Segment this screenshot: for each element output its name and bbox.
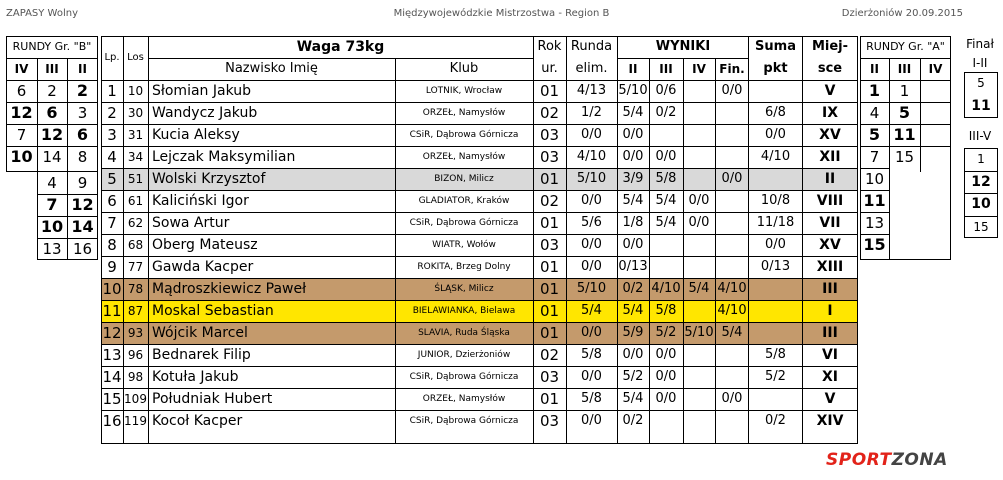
group-a-iii-cell: 15 (894, 148, 915, 166)
birth-year: 02 (539, 192, 560, 210)
birth-year: 03 (539, 412, 560, 430)
group-b-iv-cell: 10 (10, 147, 33, 166)
final-result: 0/0 (721, 171, 743, 186)
birth-year: 01 (539, 214, 560, 232)
final-result: 4/10 (717, 303, 747, 318)
elim-result: 5/10 (576, 281, 607, 296)
round-iii-result: 5/4 (655, 193, 677, 208)
round-ii-result: 0/2 (622, 413, 644, 428)
group-b-iv-cell: 7 (16, 126, 27, 144)
place-roman: I (827, 303, 833, 319)
final-result: 4/10 (717, 281, 747, 296)
group-b-iii-cell: 4 (47, 174, 57, 192)
group-b-ii-cell: 2 (76, 81, 89, 100)
group-b-iv-cell: 12 (10, 103, 33, 122)
elim-result: 4/13 (576, 83, 607, 98)
round-iv-header: IV (692, 62, 706, 76)
round-ii-result: 0/13 (618, 259, 648, 274)
place-roman: II (824, 171, 836, 187)
birth-year: 02 (539, 104, 560, 122)
place-roman: V (824, 83, 836, 99)
row-number: 2 (107, 104, 117, 122)
points-total: 0/2 (765, 413, 786, 428)
group-b-iii-cell: 10 (40, 217, 64, 236)
group-a-ii-cell: 10 (864, 170, 885, 188)
group-a-ii-cell: 11 (863, 191, 886, 210)
place-header-2: sce (817, 61, 843, 76)
final-iii-v-label: III-V (968, 129, 992, 143)
weight-class: Waga 73kg (296, 39, 385, 55)
points-total: 0/0 (765, 237, 786, 252)
birth-year: 03 (539, 368, 560, 386)
group-a-ii-cell: 15 (863, 235, 886, 254)
athlete-name: Moskal Sebastian (152, 303, 274, 319)
place-roman: XII (819, 149, 841, 165)
group-b-header-ii: II (78, 62, 87, 76)
elim-result: 0/0 (581, 369, 602, 384)
round-iii-result: 0/0 (655, 369, 677, 384)
athlete-name: Mądroszkiewicz Paweł (152, 281, 307, 297)
athlete-name: Kucia Aleksy (152, 127, 240, 143)
elim-header-1: Runda (570, 39, 613, 54)
club-name: ORZEŁ, Namysłów (422, 108, 506, 118)
group-b-ii-cell: 6 (76, 125, 89, 144)
round-iv-result: 0/0 (688, 215, 710, 230)
athlete-name: Kaliciński Igor (152, 193, 249, 209)
elim-result: 0/0 (581, 413, 602, 428)
group-b-ii-cell: 16 (72, 240, 93, 258)
round-iii-result: 5/8 (655, 303, 677, 318)
birth-year: 01 (539, 280, 560, 298)
elim-result: 0/0 (581, 237, 602, 252)
round-ii-result: 5/2 (622, 369, 644, 384)
round-iii-result: 5/8 (655, 171, 677, 186)
round-ii-result: 5/4 (622, 391, 644, 406)
draw-number: 30 (127, 106, 144, 120)
place-roman: III (822, 281, 838, 297)
group-b-iii-cell: 2 (47, 82, 57, 100)
elim-result: 5/10 (576, 171, 607, 186)
elim-result: 0/0 (581, 193, 602, 208)
row-number: 16 (102, 412, 122, 430)
elim-result: 5/8 (581, 347, 602, 362)
birth-year: 01 (539, 302, 560, 320)
group-b-ii-cell: 9 (77, 174, 88, 192)
draw-number: 68 (127, 238, 144, 252)
round-ii-result: 5/4 (622, 303, 644, 318)
place-roman: XV (819, 127, 841, 143)
points-total: 11/18 (756, 215, 795, 230)
final-iii-v-value: 1 (977, 152, 985, 166)
elim-result: 0/0 (581, 325, 602, 340)
group-a-ii-cell: 7 (869, 148, 880, 166)
round-ii-result: 5/10 (618, 83, 648, 98)
place-roman: XIII (816, 259, 844, 275)
round-iv-result: 5/4 (688, 281, 710, 296)
group-a-ii-cell: 4 (869, 104, 880, 122)
athlete-name: Bednarek Filip (152, 347, 251, 363)
club-name: BIZON, Milicz (434, 174, 494, 184)
elim-result: 1/2 (581, 105, 602, 120)
name-header: Nazwisko Imię (225, 61, 318, 76)
points-total: 5/8 (765, 347, 786, 362)
round-ii-header: II (628, 62, 638, 76)
athlete-name: Oberg Mateusz (152, 237, 258, 253)
row-number: 8 (107, 236, 117, 254)
draw-number: 10 (127, 84, 144, 98)
group-b-ii-cell: 8 (77, 148, 88, 166)
row-number: 7 (107, 214, 117, 232)
club-name: SLAVIA, Ruda Śląska (418, 328, 510, 338)
athlete-name: Wójcik Marcel (152, 325, 248, 341)
club-name: ORZEŁ, Namysłów (422, 394, 506, 404)
place-roman: XV (819, 237, 841, 253)
group-b-iii-cell: 13 (42, 240, 62, 258)
place-roman: XIV (816, 413, 844, 429)
birth-year: 02 (539, 346, 560, 364)
group-b-iv-cell: 6 (16, 82, 27, 100)
draw-number: 87 (127, 304, 144, 318)
year-header-2: ur. (541, 61, 558, 76)
draw-number: 98 (127, 370, 144, 384)
group-a-ii-cell: 1 (868, 81, 881, 100)
round-iii-result: 0/6 (655, 83, 677, 98)
group-a-ii-cell: 5 (868, 125, 881, 144)
round-ii-result: 0/0 (622, 347, 644, 362)
round-iii-result: 5/2 (655, 325, 677, 340)
club-name: CSiR, Dąbrowa Górnicza (409, 372, 519, 382)
final-i-ii-value-1: 5 (977, 76, 985, 90)
group-b-ii-cell: 14 (71, 217, 94, 236)
club-name: WIATR, Wołów (432, 240, 496, 250)
group-b-title: RUNDY Gr. "B" (12, 40, 92, 53)
draw-number: 119 (124, 414, 147, 428)
row-number: 1 (107, 82, 117, 100)
group-b-ii-cell: 12 (71, 195, 94, 214)
athlete-name: Południak Hubert (152, 391, 273, 407)
place-roman: VII (819, 215, 841, 231)
group-a-iii-cell: 5 (898, 103, 911, 122)
sportzona-logo: SPORTZONA (826, 450, 948, 470)
group-b-iii-cell: 7 (46, 195, 58, 214)
points-total: 0/13 (760, 259, 791, 274)
lp-header: Lp. (104, 52, 120, 63)
club-name: ROKITA, Brzeg Dolny (417, 262, 511, 272)
club-name: ORZEŁ, Namysłów (422, 152, 506, 162)
group-a-header-iv: IV (928, 62, 943, 76)
results-header: WYNIKI (655, 39, 711, 54)
group-b-header-iii: III (45, 62, 59, 76)
row-number: 5 (107, 170, 117, 188)
group-a-iii-cell: 11 (893, 125, 916, 144)
draw-number: 61 (127, 194, 144, 208)
birth-year: 01 (539, 82, 560, 100)
row-number: 4 (107, 148, 117, 166)
round-ii-result: 0/0 (622, 237, 644, 252)
elim-header-2: elim. (575, 61, 608, 76)
round-ii-result: 5/4 (622, 105, 644, 120)
birth-year: 01 (539, 170, 560, 188)
round-iii-result: 4/10 (651, 281, 681, 296)
round-iii-result: 0/0 (655, 149, 677, 164)
row-number: 12 (102, 324, 122, 342)
points-total: 5/2 (765, 369, 786, 384)
year-header-1: Rok (537, 39, 562, 54)
elim-result: 4/10 (576, 149, 607, 164)
elim-result: 5/8 (581, 391, 602, 406)
birth-year: 03 (539, 126, 560, 144)
place-roman: VI (821, 347, 839, 363)
round-ii-result: 1/8 (622, 215, 644, 230)
group-b-header-iv: IV (14, 62, 29, 76)
group-a-header-ii: II (870, 62, 879, 76)
athlete-name: Kocoł Kacper (152, 413, 243, 429)
row-number: 11 (102, 302, 122, 320)
round-ii-result: 5/4 (622, 193, 644, 208)
athlete-name: Gawda Kacper (152, 259, 254, 275)
round-iv-result: 5/10 (684, 325, 714, 340)
round-ii-result: 0/0 (622, 149, 644, 164)
draw-number: 109 (124, 392, 147, 406)
club-name: ŚLĄSK, Milicz (434, 284, 494, 294)
row-number: 6 (107, 192, 117, 210)
place-roman: III (822, 325, 838, 341)
club-name: BIELAWIANKA, Bielawa (412, 306, 516, 316)
final-result: 0/0 (721, 83, 743, 98)
club-name: JUNIOR, Dzierżoniów (417, 350, 511, 360)
draw-number: 31 (127, 128, 144, 142)
final-iii-v-value: 10 (971, 196, 991, 212)
row-number: 3 (107, 126, 117, 144)
round-iii-header: III (659, 62, 673, 76)
group-b-iii-cell: 12 (40, 125, 64, 144)
birth-year: 01 (539, 324, 560, 342)
final-iii-v-value: 15 (973, 219, 989, 234)
final-i-ii-label: I-II (972, 56, 988, 70)
club-name: CSiR, Dąbrowa Górnicza (409, 130, 519, 140)
row-number: 15 (102, 390, 122, 408)
final-iii-v-value: 12 (971, 173, 991, 190)
birth-year: 01 (539, 390, 560, 408)
final-header: Fin. (719, 62, 745, 76)
final-title: Finał (966, 37, 994, 51)
elim-result: 5/4 (581, 303, 602, 318)
club-name: GLADIATOR, Kraków (418, 196, 510, 206)
place-roman: V (824, 391, 836, 407)
elim-result: 0/0 (581, 127, 602, 142)
group-a-header-iii: III (897, 62, 912, 76)
round-iv-result: 0/0 (688, 193, 710, 208)
event-title: Międzywojewódzkie Mistrzostwa - Region B (393, 8, 610, 19)
points-header-1: Suma (755, 39, 796, 54)
athlete-name: Sowa Artur (152, 215, 230, 231)
points-total: 4/10 (760, 149, 791, 164)
group-a-title: RUNDY Gr. "A" (866, 40, 945, 53)
final-result: 0/0 (721, 391, 743, 406)
group-b-ii-cell: 3 (77, 104, 88, 122)
round-ii-result: 5/9 (622, 325, 644, 340)
round-iii-result: 0/2 (655, 105, 677, 120)
discipline-label: ZAPASY Wolny (6, 8, 79, 19)
final-i-ii-value-2: 11 (971, 98, 991, 114)
row-number: 14 (102, 368, 122, 386)
round-ii-result: 0/0 (622, 127, 644, 142)
club-header: Klub (449, 61, 479, 76)
round-iii-result: 5/4 (655, 215, 677, 230)
birth-year: 03 (539, 148, 560, 166)
athlete-name: Wandycz Jakub (152, 105, 258, 121)
group-a-iii-cell: 1 (899, 82, 910, 100)
final-result: 5/4 (721, 325, 743, 340)
round-ii-result: 3/9 (622, 171, 644, 186)
place-roman: XI (821, 369, 838, 385)
athlete-name: Kotuła Jakub (152, 369, 239, 385)
club-name: LOTNIK, Wrocław (425, 86, 503, 96)
points-header-2: pkt (763, 61, 788, 76)
los-header: Los (127, 52, 144, 63)
draw-number: 62 (127, 216, 144, 230)
athlete-name: Wolski Krzysztof (152, 171, 266, 187)
place-roman: VIII (816, 193, 844, 209)
draw-number: 78 (127, 282, 144, 296)
elim-result: 0/0 (581, 259, 602, 274)
event-date: Dzierżoniów 20.09.2015 (841, 8, 963, 19)
club-name: CSiR, Dąbrowa Górnicza (409, 416, 519, 426)
birth-year: 03 (539, 236, 560, 254)
row-number: 13 (102, 346, 122, 364)
athlete-name: Słomian Jakub (152, 83, 252, 99)
row-number: 10 (102, 280, 122, 298)
draw-number: 34 (127, 150, 144, 164)
row-number: 9 (107, 258, 117, 276)
elim-result: 5/6 (581, 215, 602, 230)
club-name: CSiR, Dąbrowa Górnicza (409, 218, 519, 228)
group-a-ii-cell: 13 (864, 214, 885, 232)
points-total: 10/8 (760, 193, 791, 208)
round-ii-result: 0/2 (622, 281, 644, 296)
birth-year: 01 (539, 258, 560, 276)
draw-number: 93 (127, 326, 144, 340)
points-total: 0/0 (765, 127, 786, 142)
draw-number: 77 (127, 260, 144, 274)
group-b-iii-cell: 14 (42, 148, 62, 166)
draw-number: 96 (127, 348, 144, 362)
draw-number: 51 (127, 172, 144, 186)
round-iii-result: 0/0 (655, 391, 677, 406)
points-total: 6/8 (765, 105, 786, 120)
athlete-name: Lejczak Maksymilian (152, 149, 296, 165)
group-b-iii-cell: 6 (46, 103, 58, 122)
round-iii-result: 0/0 (655, 347, 677, 362)
place-roman: IX (821, 105, 838, 121)
place-header-1: Miej- (811, 39, 849, 54)
